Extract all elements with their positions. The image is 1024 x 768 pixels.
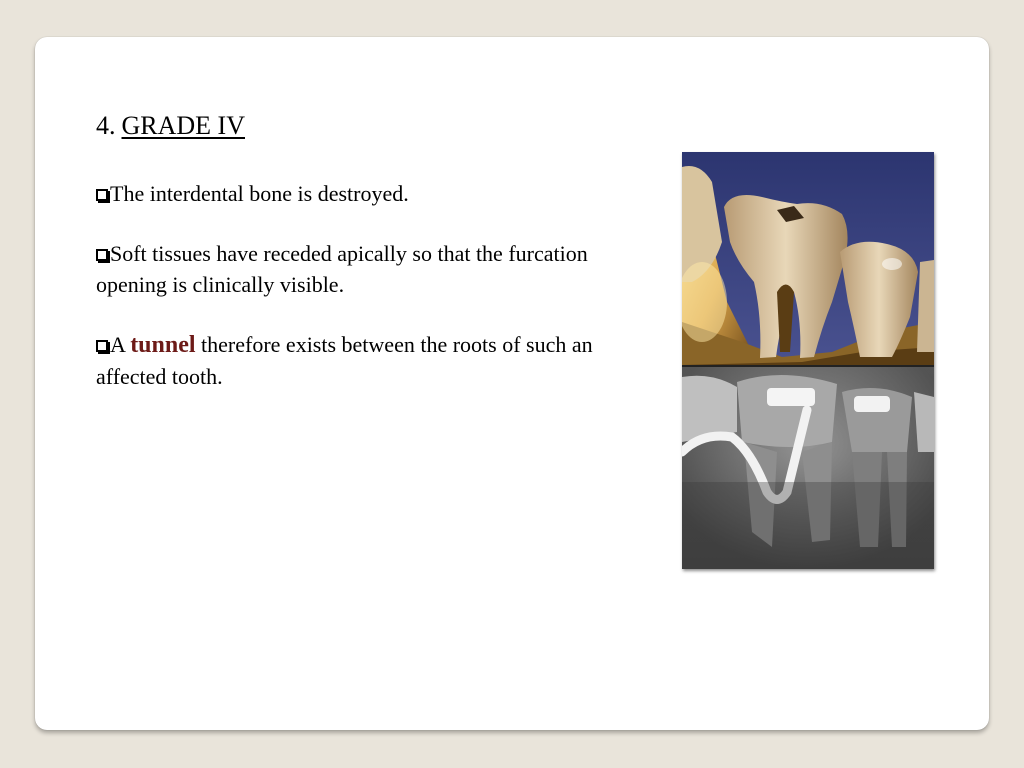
bullet-item [96,329,636,392]
bullet-text: Soft tissues have receded apically so that the furcation opening is clinically visible. [96,241,588,297]
bullet-item [96,178,636,209]
xray-panel [682,367,934,569]
tooth-photo-panel [682,152,934,365]
checkbox-bullet-icon [96,189,108,201]
bullet-item [96,238,636,300]
bullet-list [96,178,636,421]
bullet-text: The interdental bone is destroyed. [110,181,409,206]
heading-title: GRADE IV [121,111,245,140]
bullet-emphasis: tunnel [130,332,196,358]
slide-heading [96,111,245,141]
bullet-text-after: therefore exists between the roots of such an affected tooth. [96,332,593,389]
checkbox-bullet-icon [96,340,108,352]
checkbox-bullet-icon [96,249,108,261]
tooth-image [682,152,934,569]
bullet-text-before: A [110,332,131,357]
heading-number: 4. [96,111,116,140]
